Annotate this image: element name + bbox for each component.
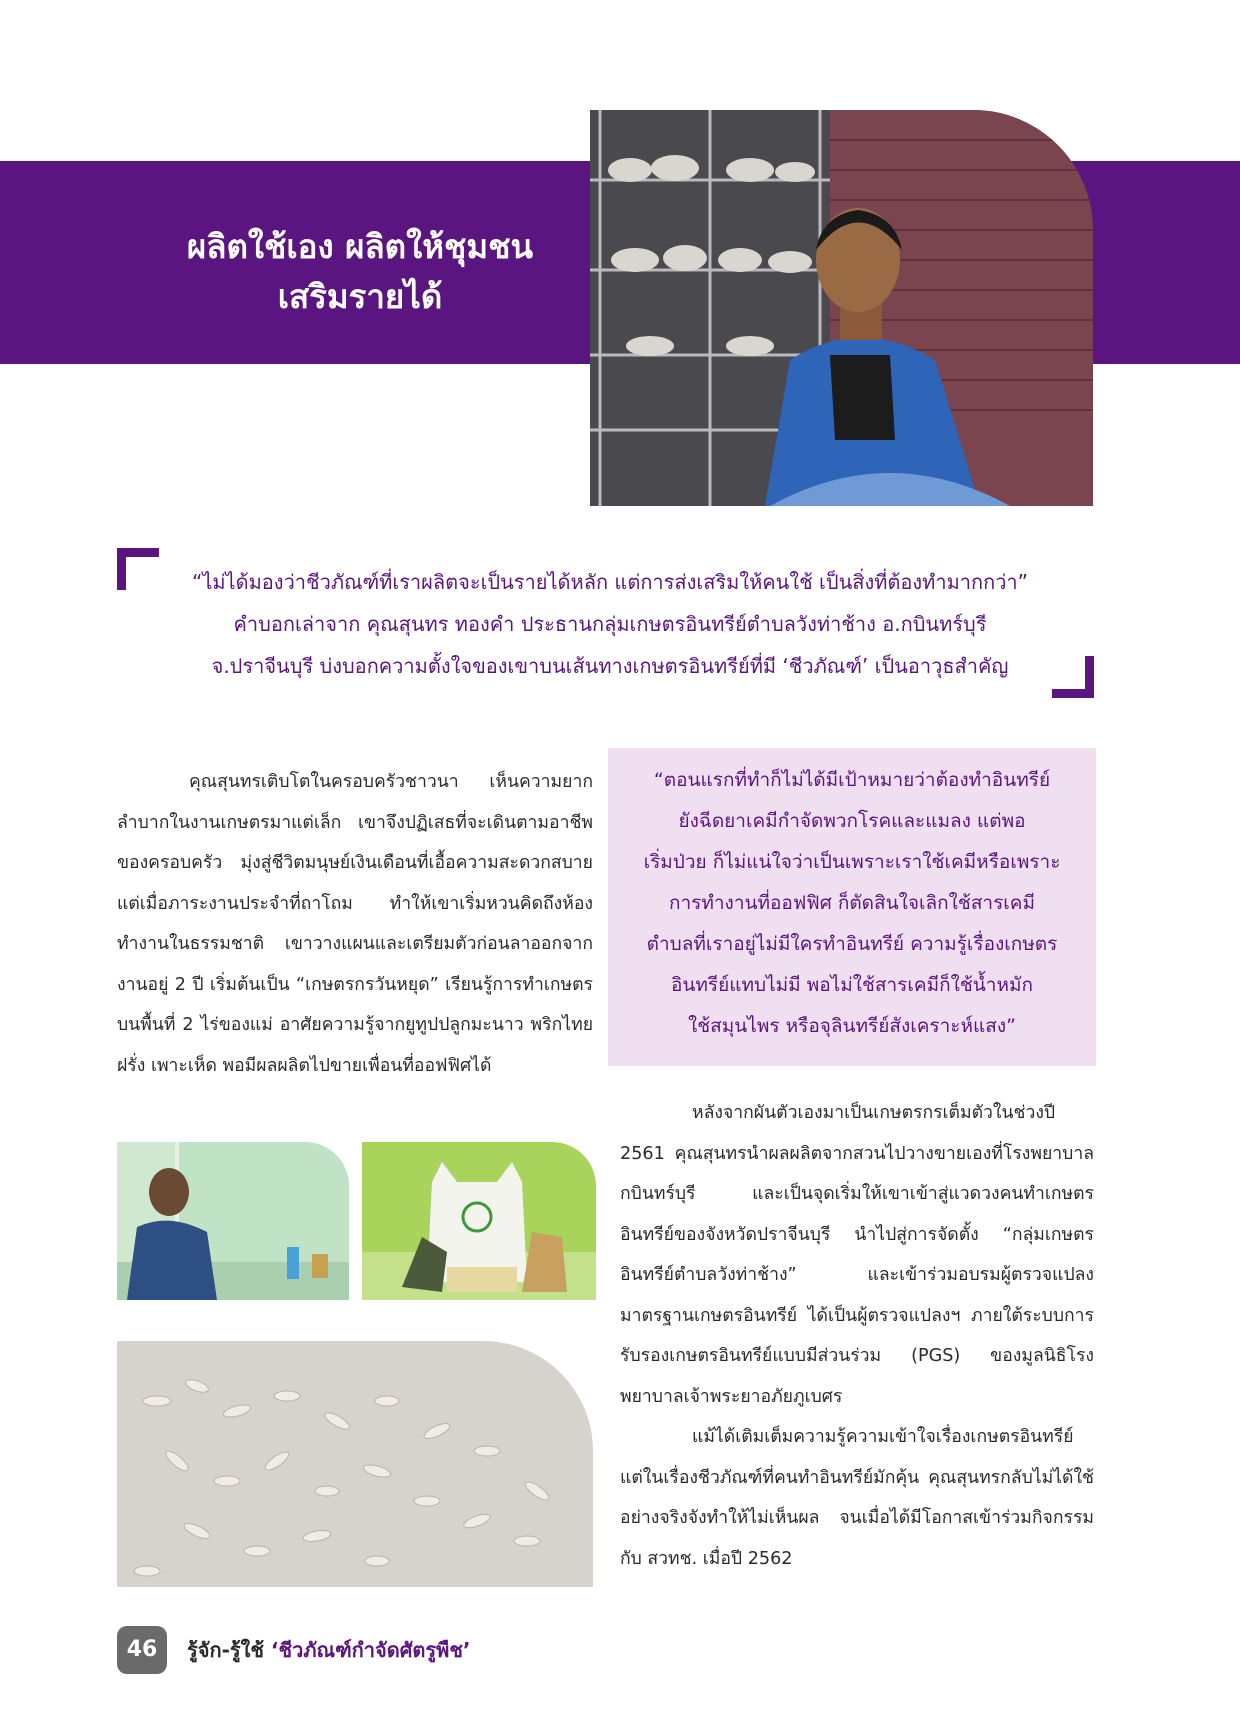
right-paragraph-1: หลังจากผันตัวเองมาเป็นเกษตรกรเต็มตัวในช่วงปี 2561 คุณสุนทรนำผลผลิตจากสวนไปวางขายเองที่โรงพยาบาลกบินทร์บุรี และเป็นจุดเริ่มให้เขาเข้าสู่แวดวงคนทำเกษตรอินทรีย์ของจังหวัดปราจีนบุรี นำไปสู่การจัดตั้ง “กลุ่มเกษตรอินทรีย์ตำบลวังท่าช้าง” และเข้าร่วมอบรมผู้ตรวจแปลงมาตรฐานเกษตรอินทรีย์ ได้เป็นผู้ตรวจแปลงฯ ภายใต้ระบบการรับรองเกษตรอินทรีย์แบบมีส่วนร่วม (PGS) ของมูลนิธิโรงพยาบาลเจ้าพระยาอภัยภูเบศร	[620, 1103, 1094, 1407]
pull-quote-line: ใช้สมุนไพร หรือจุลินทรีย์สังเคราะห์แสง”	[687, 1015, 1017, 1037]
left-column	[117, 762, 593, 1086]
hero-photo	[590, 110, 1093, 506]
right-column	[620, 1093, 1094, 1579]
photo-grains-closeup	[117, 1341, 593, 1587]
pull-quote-line: อินทรีย์แทบไม่มี พอไม่ใช้สารเคมีก็ใช้น้ำหมัก	[670, 974, 1033, 996]
pull-quote-box	[608, 748, 1096, 1066]
intro-quote-line-1: “ไม่ได้มองว่าชีวภัณฑ์ที่เราผลิตจะเป็นรายได้หลัก แต่การส่งเสริมให้คนใช้ เป็นสิ่งที่ต้องทำมากกว่า”	[191, 570, 1029, 594]
title-line-1: ผลิตใช้เอง ผลิตให้ชุมชน	[186, 227, 534, 266]
title-line-2: เสริมรายได้	[277, 277, 443, 316]
quote-bracket-bottom-right	[1052, 656, 1094, 698]
pull-quote-line: ตำบลที่เราอยู่ไม่มีใครทำอินทรีย์ ความรู้เรื่องเกษตร	[646, 933, 1058, 955]
intro-line-2: คำบอกเล่าจาก คุณสุนทร ทองคำ ประธานกลุ่มเกษตรอินทรีย์ตำบลวังท่าช้าง อ.กบินทร์บุรี	[233, 612, 987, 636]
footer-book-title: ‘ชีวภัณฑ์กำจัดศัตรูพืช’	[270, 1638, 471, 1662]
photo-products	[362, 1142, 596, 1300]
right-paragraph-2: แม้ได้เติมเต็มความรู้ความเข้าใจเรื่องเกษตรอินทรีย์ แต่ในเรื่องชีวภัณฑ์ที่คนทำอินทรีย์มักคุ้น คุณสุนทรกลับไม่ได้ใช้อย่างจริงจังทำให้ไม่เห็นผล จนเมื่อได้มีโอกาสเข้าร่วมกิจกรรมกับ สวทช. เมื่อปี 2562	[620, 1427, 1094, 1569]
left-paragraph-1: คุณสุนทรเติบโตในครอบครัวชาวนา เห็นความยากลำบากในงานเกษตรมาแต่เล็ก เขาจึงปฏิเสธที่จะเดินตามอาชีพของครอบครัว มุ่งสู่ชีวิตมนุษย์เงินเดือนที่เอื้อความสะดวกสบาย แต่เมื่อภาระงานประจำที่ถาโถม ทำให้เขาเริ่มหวนคิดถึงห้องทำงานในธรรมชาติ เขาวางแผนและเตรียมตัวก่อนลาออกจากงานอยู่ 2 ปี เริ่มต้นเป็น “เกษตรกรวันหยุด” เรียนรู้การทำเกษตรบนพื้นที่ 2 ไร่ของแม่ อาศัยความรู้จากยูทูปปลูกมะนาว พริกไทย ฝรั่ง เพาะเห็ด พอมีผลผลิตไปขายเพื่อนที่ออฟฟิศได้	[117, 772, 593, 1076]
pull-quote-line: ยังฉีดยาเคมีกำจัดพวกโรคและแมลง แต่พอ	[678, 810, 1026, 832]
footer-series-text: รู้จัก-รู้ใช้	[187, 1638, 271, 1662]
pull-quote-line: “ตอนแรกที่ทำก็ไม่ได้มีเป้าหมายว่าต้องทำอินทรีย์	[653, 769, 1051, 791]
intro-line-3: จ.ปราจีนบุรี บ่งบอกความตั้งใจของเขาบนเส้นทางเกษตรอินทรีย์ที่มี ‘ชีวภัณฑ์’ เป็นอาวุธสำคัญ	[211, 654, 1009, 678]
pull-quote-line: การทำงานที่ออฟฟิศ ก็ตัดสินใจเลิกใช้สารเคมี	[668, 892, 1036, 914]
photo-lab-work	[117, 1142, 349, 1300]
page-title	[120, 222, 600, 322]
page-number: 46	[117, 1626, 167, 1674]
footer-series-label	[187, 1634, 471, 1666]
pull-quote-line: เริ่มป่วย ก็ไม่แน่ใจว่าเป็นเพราะเราใช้เคมีหรือเพราะ	[643, 851, 1061, 873]
